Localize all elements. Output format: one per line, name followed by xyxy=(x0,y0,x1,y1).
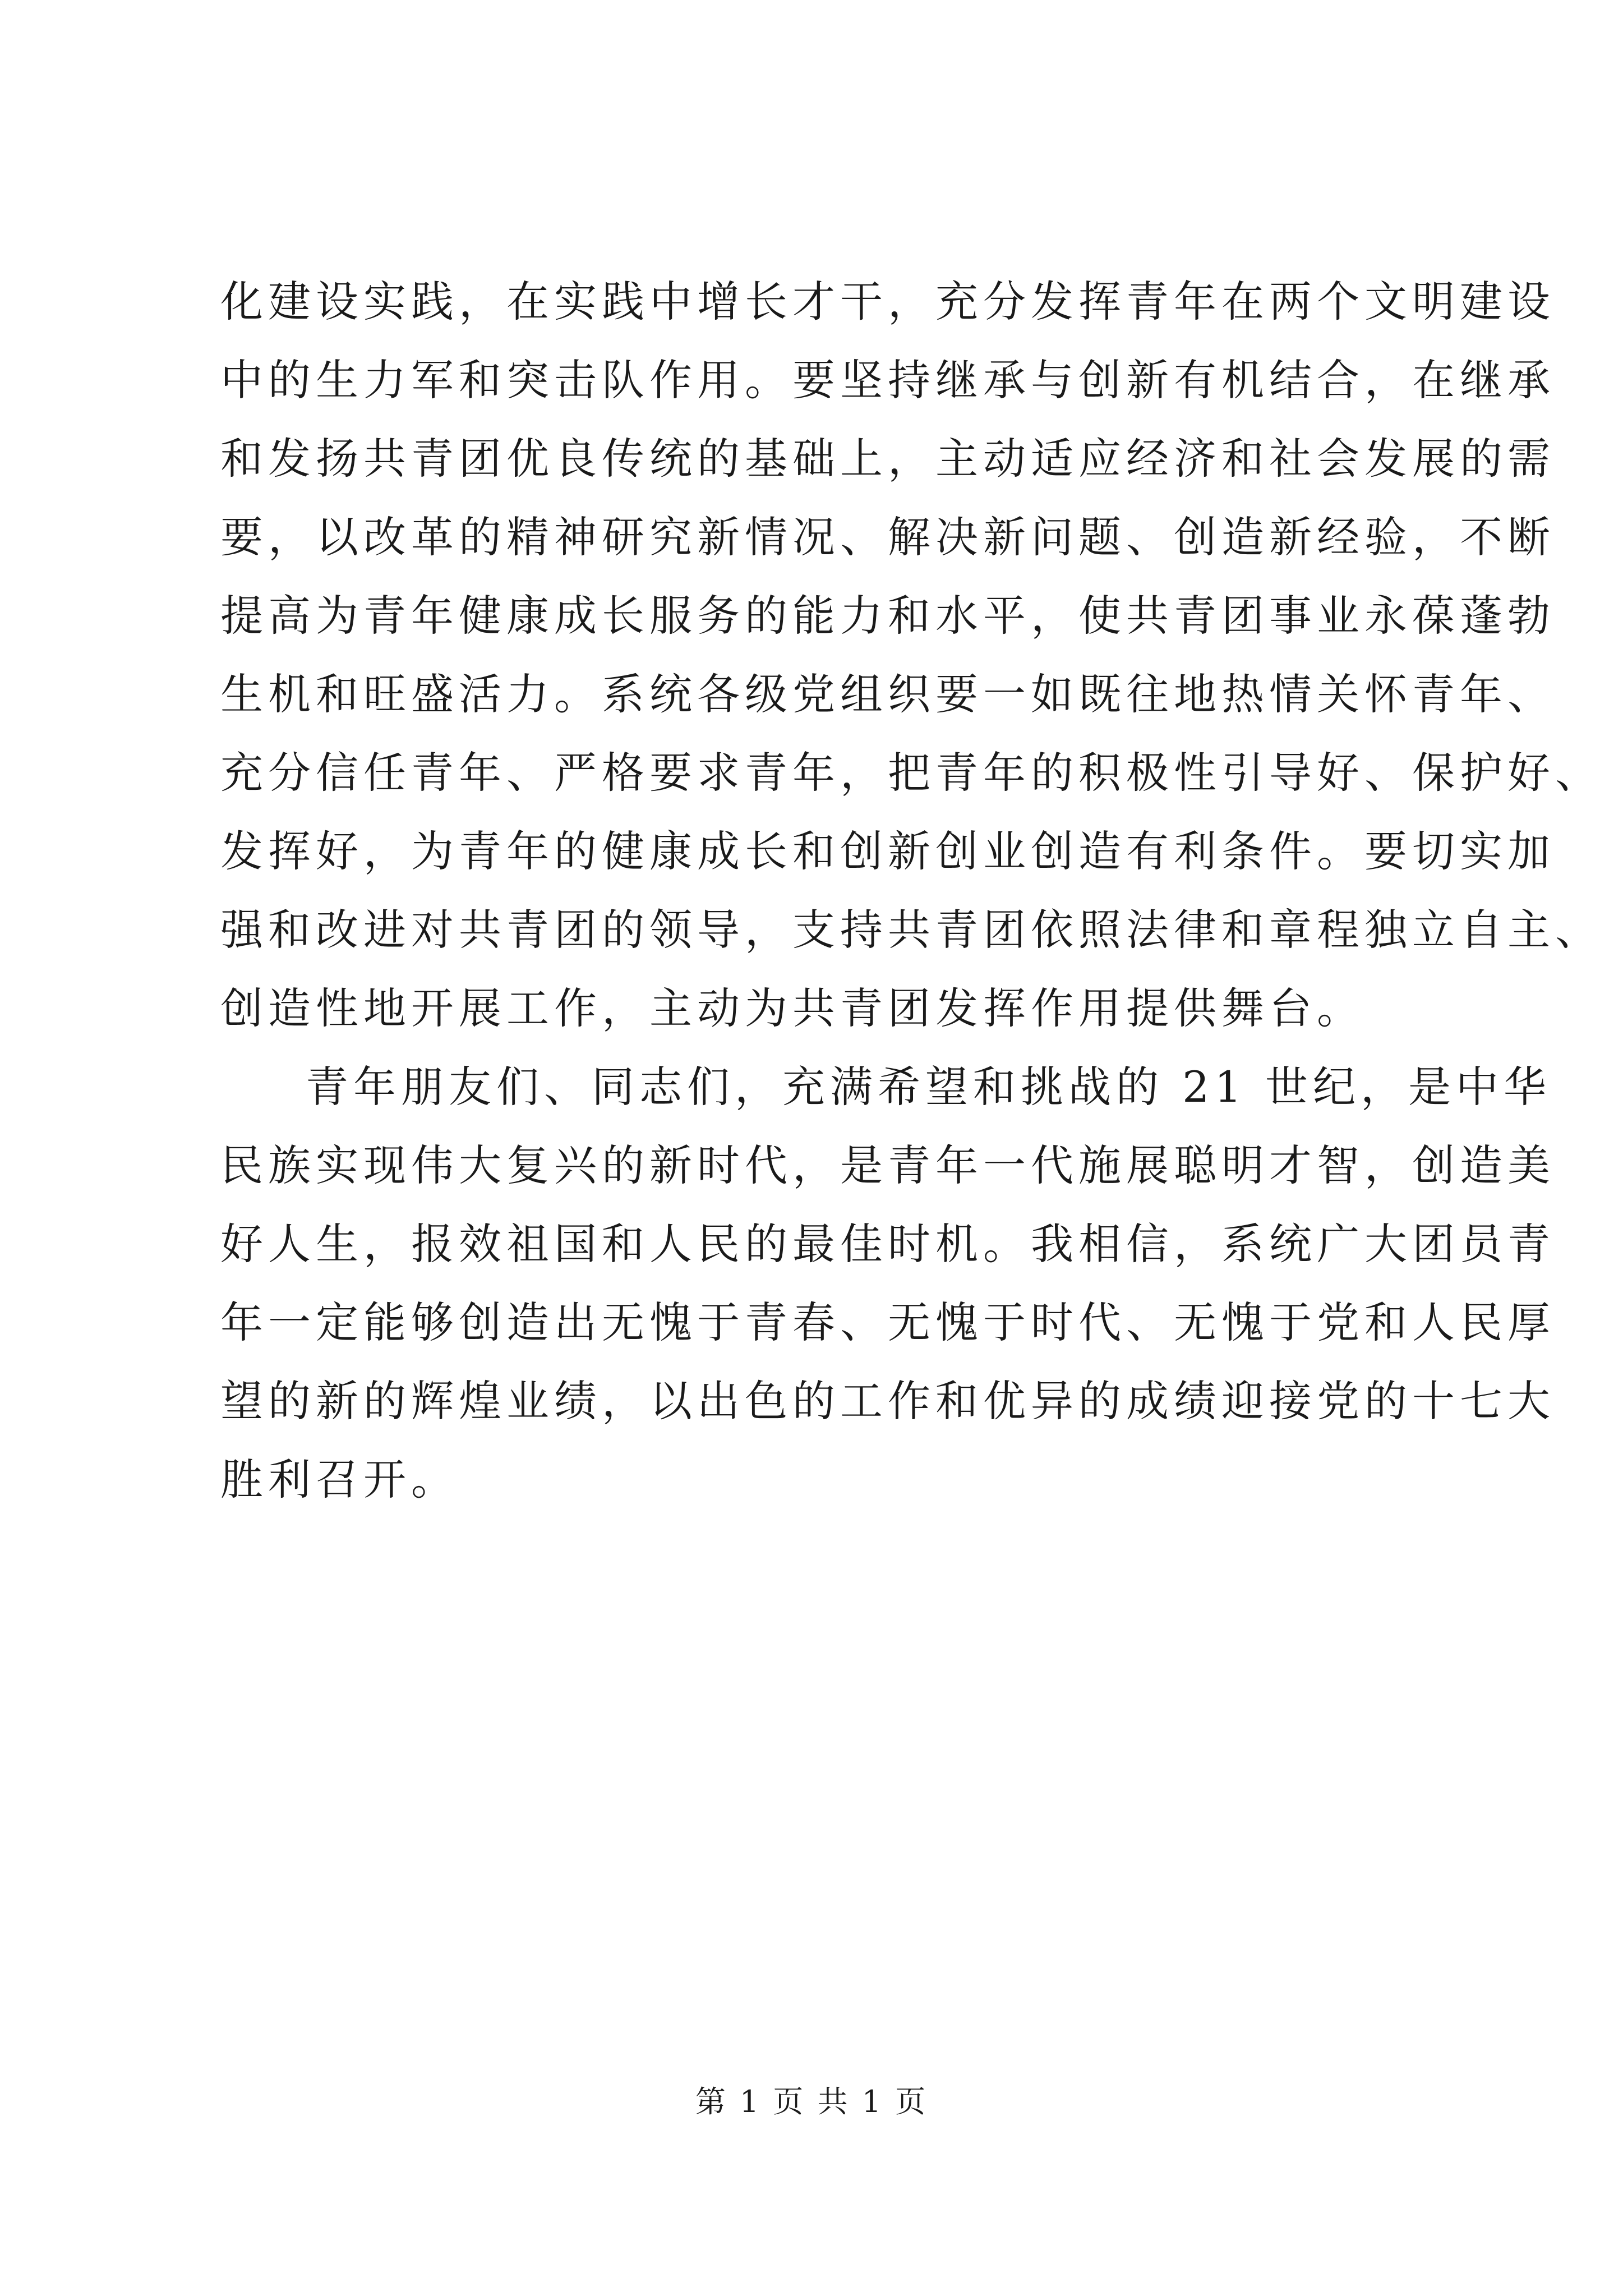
paragraph-1-line-8: 发挥好，为青年的健康成长和创新创业创造有利条件。要切实加 xyxy=(220,826,1555,876)
paragraph-1-line-5: 提高为青年健康成长服务的能力和水平，使共青团事业永葆蓬勃 xyxy=(220,591,1555,641)
paragraph-1-line-1: 化建设实践，在实践中增长才干，充分发挥青年在两个文明建设 xyxy=(220,277,1555,326)
paragraph-2-line-1: 青年朋友们、同志们，充满希望和挑战的 21 世纪，是中华 xyxy=(306,1062,1552,1112)
page-number-footer: 第 1 页 共 1 页 xyxy=(695,2084,928,2119)
paragraph-1-line-4: 要，以改革的精神研究新情况、解决新问题、创造新经验，不断 xyxy=(220,512,1555,562)
paragraph-2 xyxy=(220,1048,1555,1519)
paragraph-2-line-2: 民族实现伟大复兴的新时代，是青年一代施展聪明才智，创造美 xyxy=(220,1140,1555,1190)
paragraph-1 xyxy=(220,263,1603,1048)
paragraph-1-line-2: 中的生力军和突击队作用。要坚持继承与创新有机结合，在继承 xyxy=(220,355,1555,405)
paragraph-2-line-6: 胜利召开。 xyxy=(220,1455,459,1504)
paragraph-1-line-7: 充分信任青年、严格要求青年，把青年的积极性引导好、保护好、 xyxy=(220,748,1603,798)
document-body xyxy=(220,263,1603,1519)
paragraph-2-line-4: 年一定能够创造出无愧于青春、无愧于时代、无愧于党和人民厚 xyxy=(220,1297,1555,1347)
paragraph-1-line-10: 创造性地开展工作，主动为共青团发挥作用提供舞台。 xyxy=(220,983,1364,1033)
paragraph-2-line-5: 望的新的辉煌业绩，以出色的工作和优异的成绩迎接党的十七大 xyxy=(220,1376,1555,1426)
paragraph-1-line-3: 和发扬共青团优良传统的基础上，主动适应经济和社会发展的需 xyxy=(220,434,1555,484)
paragraph-1-line-6: 生机和旺盛活力。系统各级党组织要一如既往地热情关怀青年、 xyxy=(220,669,1555,719)
paragraph-2-line-3: 好人生，报效祖国和人民的最佳时机。我相信，系统广大团员青 xyxy=(220,1219,1555,1269)
paragraph-1-line-9: 强和改进对共青团的领导，支持共青团依照法律和章程独立自主、 xyxy=(220,905,1603,955)
